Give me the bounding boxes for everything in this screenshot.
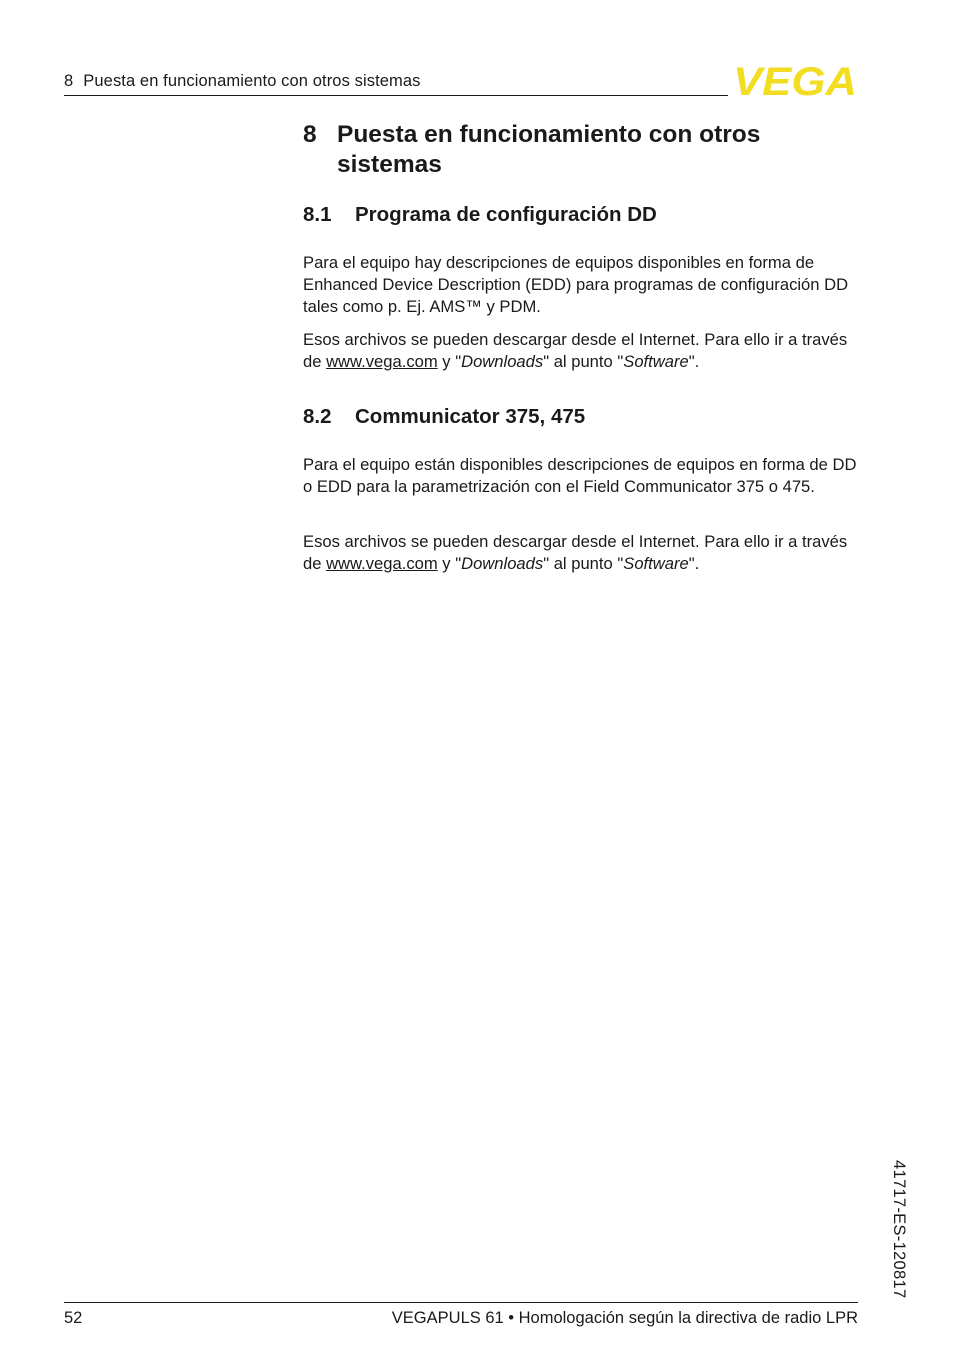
- running-header: [64, 72, 421, 91]
- running-header-number: 8: [64, 72, 74, 90]
- section-8-1-paragraph-1: Para el equipo hay descripciones de equipos disponibles en forma de Enhanced Device Description (EDD) para programas de configuración DD tales como p. Ej. AMS™ y PDM.: [303, 253, 849, 316]
- vega-logo: [733, 63, 858, 99]
- chapter-heading: [303, 120, 823, 180]
- software-term: Software: [623, 553, 689, 573]
- svg-text:VEGA: VEGA: [733, 63, 857, 99]
- section-8-2-paragraph-2: Esos archivos se pueden descargar desde el Internet. Para ello ir a través de www.vega.com y "Downloads" al punto "Software".: [303, 532, 848, 573]
- running-header-title: Puesta en funcionamiento con otros sistemas: [83, 72, 421, 90]
- section-number: 8.1: [303, 203, 332, 226]
- software-term: Software: [623, 351, 689, 371]
- section-title: Programa de configuración DD: [355, 203, 657, 226]
- section-8-1-paragraph-2: Esos archivos se pueden descargar desde el Internet. Para ello ir a través de www.vega.com y "Downloads" al punto "Software".: [303, 330, 848, 371]
- vega-website-link[interactable]: www.vega.com: [326, 553, 438, 573]
- downloads-term: Downloads: [461, 553, 544, 573]
- section-8-2-paragraph-1: Para el equipo están disponibles descripciones de equipos en forma de DD o EDD para la parametrización con el Field Communicator 375 o 475.: [303, 455, 857, 496]
- section-title: Communicator 375, 475: [355, 405, 586, 428]
- downloads-term: Downloads: [461, 351, 544, 371]
- section-heading-8-1: [303, 202, 657, 228]
- header-divider: [64, 95, 728, 96]
- vega-website-link[interactable]: www.vega.com: [326, 351, 438, 371]
- page-number: 52: [64, 1309, 83, 1327]
- section-number: 8.2: [303, 405, 332, 428]
- footer-divider: [64, 1302, 858, 1303]
- document-code: 41717-ES-120817: [890, 1160, 908, 1299]
- chapter-title: Puesta en funcionamiento con otros sistemas: [337, 121, 761, 178]
- footer-document-title: VEGAPULS 61 • Homologación según la directiva de radio LPR: [391, 1309, 858, 1327]
- chapter-number: 8: [303, 121, 317, 148]
- section-heading-8-2: [303, 404, 585, 430]
